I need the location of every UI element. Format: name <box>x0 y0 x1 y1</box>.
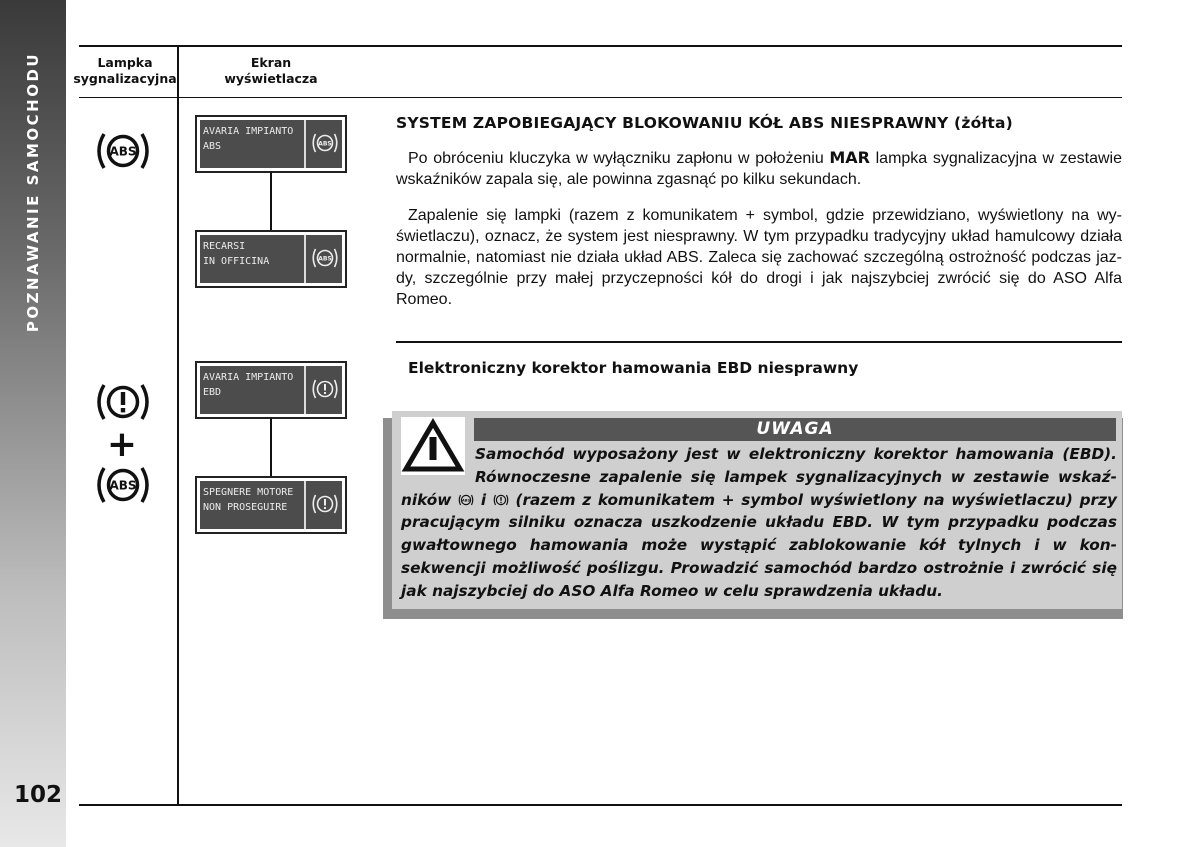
bottom-rule <box>79 804 1122 806</box>
column-header-lamp-line2: sygnalizacyjna <box>73 71 177 86</box>
display-line: ABS <box>203 141 222 152</box>
display-line: AVARIA IMPIANTO <box>203 372 294 383</box>
display-panel-abs-fault <box>195 115 347 173</box>
column-divider <box>177 45 179 806</box>
display-line: AVARIA IMPIANTO <box>203 126 294 137</box>
column-header-lamp-line1: Lampka <box>97 55 153 70</box>
warning-text-part: (razem z komunikatem + symbol wyświetlony na wyświetlaczu) przy pracującym silniku oznacza uszkodzenie układu EBD. W tym przypadku podczas gwałtownego hamowania może wystąpić zablokowanie kół tylnych i w konsekwencji możliwość poślizgu. Prowadzić samochód bardzo ostrożnie i zwrócić się jak najszybciej do ASO Alfa Romeo w celu sprawdzenia układu. <box>401 490 1117 600</box>
section-title-abs: SYSTEM ZAPOBIEGAJĄCY BLOKOWANIU KÓŁ ABS NIESPRAWNY (żółta) <box>396 114 1013 132</box>
section-divider <box>396 341 1122 343</box>
key-position-mar: MAR <box>829 148 870 167</box>
paragraph-ignition <box>396 147 1122 190</box>
brake-exclamation-icon <box>311 490 339 518</box>
display-line: RECARSI <box>203 241 246 252</box>
sidebar <box>0 0 66 847</box>
icon-spacer <box>401 443 475 487</box>
warning-text-part: Samochód wyposażony jest w elektroniczny korektor hamowania (EBD). Równoczesne zapalenie się lampek sygnalizacyjnych w zestawie wskaźników <box>401 445 1117 509</box>
warning-heading: UWAGA <box>474 418 1116 441</box>
paragraph-abs-fault: Zapalenie się lampki (razem z komunikatem + symbol, gdzie przewidziano, wyświetlony na wyświetlaczu), oznacz, że system jest niesprawny. W tym przypadku tradycyjny układ hamulcowy działa normalnie, natomiast nie działa układ ABS. Zaleca się zachować szczególną ostrożność podczas jazdy, szczególnie przy małej przyczepności kół do drogi i jak najszybciej zwrócić się do ASO Alfa Romeo. <box>396 207 1122 308</box>
display-text <box>203 124 301 154</box>
display-line: EBD <box>203 387 222 398</box>
display-screen <box>200 120 342 168</box>
abs-icon <box>93 127 153 175</box>
brake-exclamation-icon <box>493 492 509 508</box>
display-screen <box>200 366 342 414</box>
display-connector <box>270 418 272 476</box>
display-text <box>203 485 301 515</box>
warning-text-part: i <box>474 490 493 509</box>
svg-text:ABS: ABS <box>109 478 137 493</box>
display-line: IN OFFICINA <box>203 256 270 267</box>
display-screen <box>200 481 342 529</box>
brake-exclamation-icon <box>93 378 153 426</box>
column-header-lamp <box>72 55 178 87</box>
section-title-vertical: POZNAWANIE SAMOCHODU <box>24 51 42 333</box>
brake-exclamation-icon <box>311 375 339 403</box>
column-header-display-line1: Ekran <box>250 55 292 70</box>
display-separator <box>304 481 306 529</box>
display-line: NON PROSEGUIRE <box>203 502 288 513</box>
abs-icon <box>311 244 339 272</box>
column-header-display-line2: wyświetlacza <box>224 71 318 86</box>
display-panel-stop-engine <box>195 476 347 534</box>
display-separator <box>304 366 306 414</box>
paragraph-text: Po obróceniu kluczyka w wyłączniku zapłonu w położeniu <box>408 150 830 167</box>
abs-icon <box>311 129 339 157</box>
display-text <box>203 239 301 269</box>
paragraph-text: lampka sygnalizacyjna w zestawie wskaźników zapala się, ale powinna zgasnąć po kilku sekundach. <box>396 150 1122 188</box>
header-rule <box>79 97 1122 98</box>
svg-text:ABS: ABS <box>462 498 471 503</box>
top-rule <box>79 45 1122 47</box>
display-separator <box>304 235 306 283</box>
warning-text <box>401 443 1117 603</box>
abs-icon <box>93 461 153 509</box>
display-line: SPEGNERE MOTORE <box>203 487 294 498</box>
svg-text:ABS: ABS <box>318 140 332 148</box>
display-screen <box>200 235 342 283</box>
abs-icon <box>458 492 474 508</box>
column-header-display <box>196 55 346 87</box>
section-title-ebd: Elektroniczny korektor hamowania EBD niesprawny <box>408 359 859 377</box>
display-text <box>203 370 301 400</box>
svg-text:ABS: ABS <box>109 144 137 159</box>
display-panel-ebd-fault <box>195 361 347 419</box>
display-separator <box>304 120 306 168</box>
plus-sign: + <box>106 424 138 465</box>
display-panel-go-to-workshop <box>195 230 347 288</box>
page-number: 102 <box>14 782 63 808</box>
svg-text:ABS: ABS <box>318 255 332 263</box>
display-connector <box>270 172 272 230</box>
